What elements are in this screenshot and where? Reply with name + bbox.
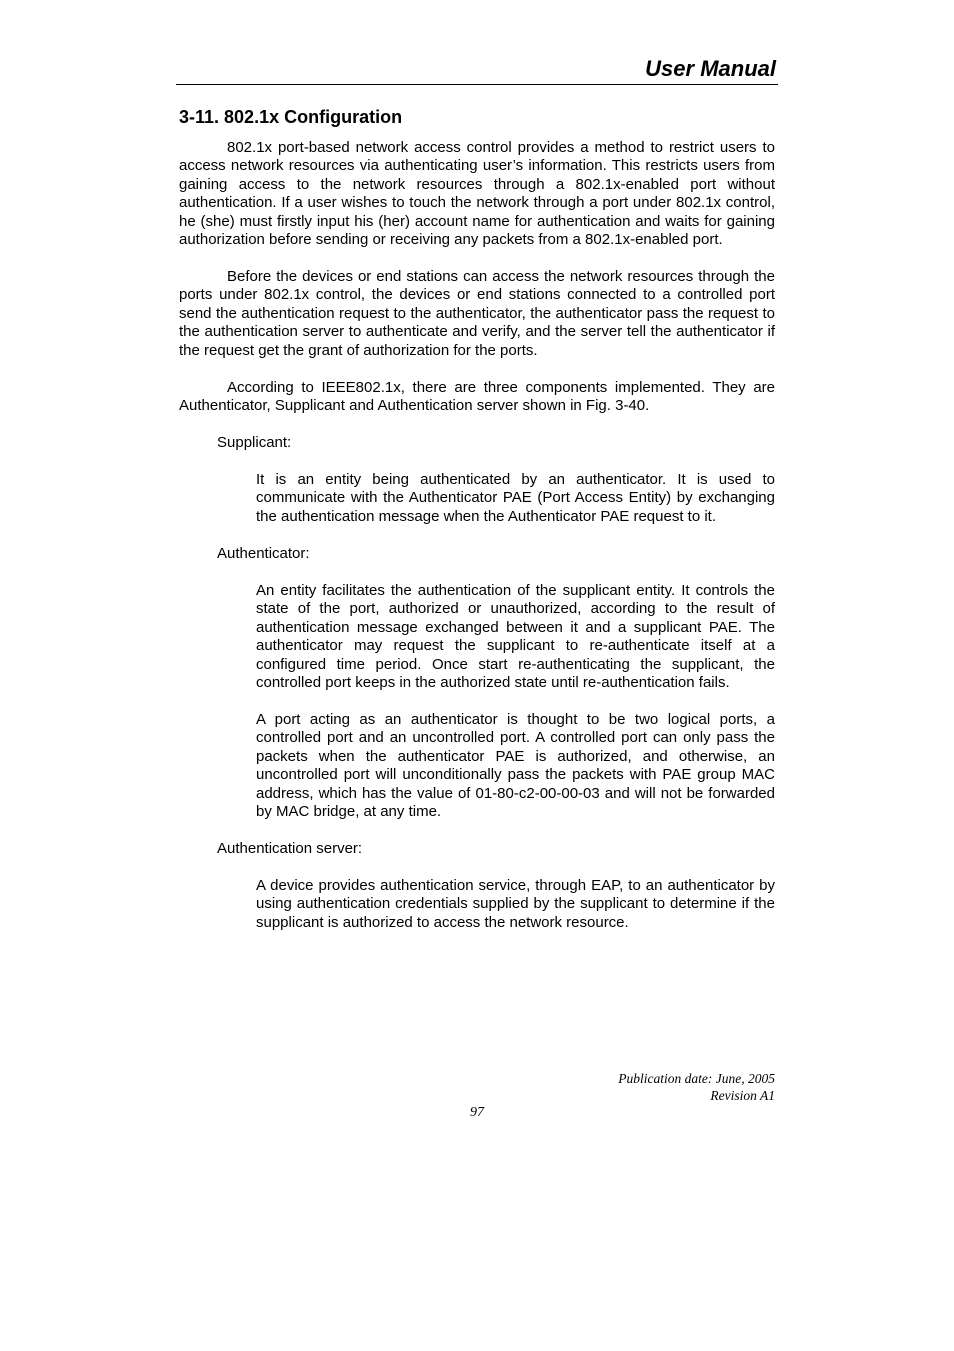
auth-server-label: Authentication server: (217, 839, 363, 857)
supplicant-description: It is an entity being authenticated by an authenticator. It is used to communicate with the Authenticator PAE (Port Access Entity) by exchanging the authentication message when the Authenticator PAE request to it. (256, 471, 775, 525)
intro-paragraph-2: Before the devices or end stations can access the network resources through the ports under 802.1x control, the devices or end stations connected to a controlled port send the authentication request to the authenticator, the authenticator pass the request to the authentication server to authenticate and verify, and the server tell the authenticator if the request get the grant of authorization for the ports. (179, 268, 775, 359)
publication-info (618, 1071, 775, 1104)
intro-paragraph-1: 802.1x port-based network access control provides a method to restrict users to access network resources via authenticating user’s information. This restricts users from gaining access to the network resources through a 802.1x-enabled port without authentication. If a user wishes to touch the network through a port under 802.1x control, he (she) must firstly input his (her) account name for authentication and waits for gaining authorization before sending or receiving any packets from a 802.1x-enabled port. (179, 139, 775, 249)
page-number: 97 (470, 1105, 484, 1120)
document-header-title: User Manual (645, 56, 776, 81)
header-rule (176, 84, 778, 85)
authenticator-label: Authenticator: (217, 544, 310, 562)
authenticator-description-2: A port acting as an authenticator is thought to be two logical ports, a controlled port and an uncontrolled port. A controlled port can only pass the packets when the authenticator PAE is authorized, and otherwise, an uncontrolled port will unconditionally pass the packets with PAE group MAC address, which has the value of 01-80-c2-00-00-03 and will not be forwarded by MAC bridge, at any time. (256, 710, 775, 820)
publication-date: Publication date: June, 2005 (618, 1071, 775, 1086)
intro-paragraph-3: According to IEEE802.1x, there are three components implemented. They are Authenticator, Supplicant and Authentication server shown in Fig. 3-40. (179, 378, 775, 415)
auth-server-description: A device provides authentication service, through EAP, to an authenticator by using authentication credentials supplied by the supplicant to determine if the supplicant is authorized to access the network resource. (256, 876, 775, 931)
supplicant-label: Supplicant: (217, 434, 292, 452)
section-heading: 3-11. 802.1x Configuration (179, 107, 403, 127)
authenticator-description-1: An entity facilitates the authentication of the supplicant entity. It controls the state of the port, authorized or unauthorized, according to the result of authentication message exchanged between it and a supplicant PAE. The authenticator may request the supplicant to re-authenticate itself at a configured time period. Once start re-authenticating the supplicant, the controlled port keeps in the authorized state until re-authentication fails. (256, 581, 775, 691)
document-body (179, 139, 775, 932)
revision: Revision A1 (710, 1087, 775, 1103)
